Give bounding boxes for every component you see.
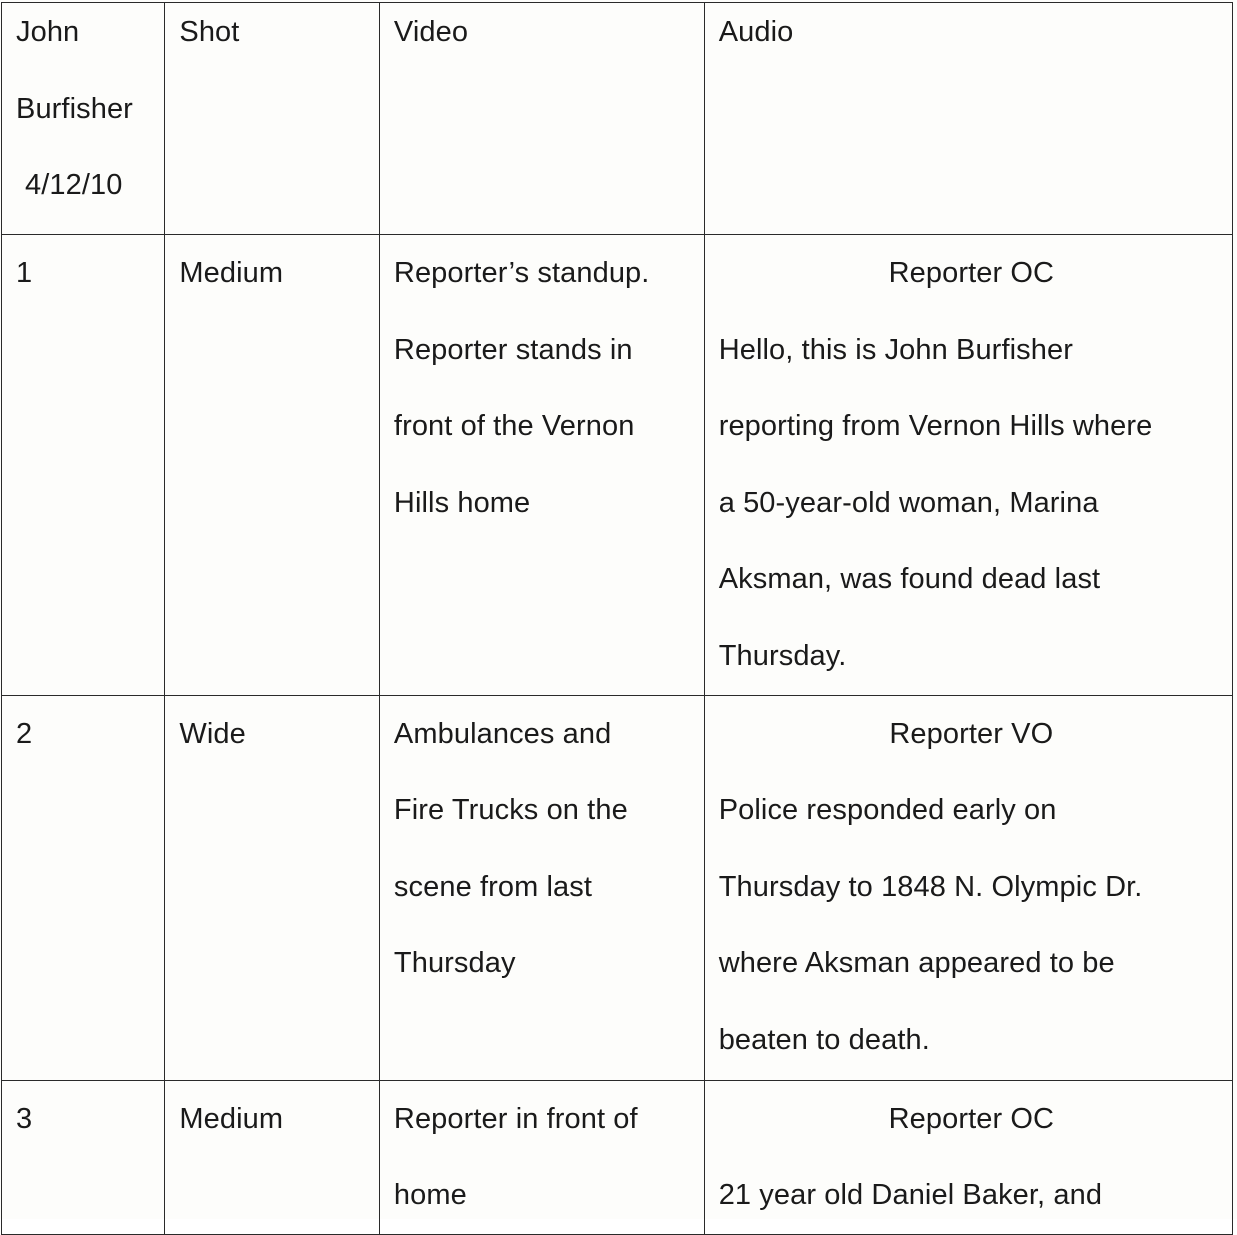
header-row bbox=[2, 3, 1233, 235]
shot-number: 1 bbox=[16, 257, 33, 289]
audio-line: a 50-year-old woman, Marina bbox=[718, 486, 1099, 519]
shot-number-cell bbox=[2, 235, 165, 696]
script-date: 4/12/10 bbox=[25, 169, 123, 202]
audio-line: Aksman, was found dead last bbox=[718, 563, 1101, 596]
audio-line: where Aksman appeared to be bbox=[718, 947, 1115, 980]
video-line: Thursday bbox=[393, 947, 516, 980]
video-line: Reporter stands in bbox=[393, 333, 633, 366]
video-line: Reporter’s standup. bbox=[393, 257, 650, 289]
table-row bbox=[2, 1080, 1233, 1234]
column-header-video: Video bbox=[393, 16, 469, 48]
shot-number: 2 bbox=[16, 717, 33, 750]
header-shot-cell bbox=[165, 3, 380, 235]
video-line: Fire Trucks on the bbox=[393, 794, 628, 827]
header-author-cell bbox=[2, 3, 165, 235]
video-line: front of the Vernon bbox=[393, 410, 635, 443]
audio-line: Thursday to 1848 N. Olympic Dr. bbox=[718, 870, 1143, 903]
shot-number-cell bbox=[2, 1080, 165, 1234]
shot-type-cell bbox=[165, 1080, 380, 1234]
audio-cell bbox=[704, 1080, 1232, 1234]
audio-cell bbox=[704, 235, 1232, 696]
audio-line: 21 year old Daniel Baker, and bbox=[718, 1179, 1103, 1212]
audio-tag: Reporter OC bbox=[888, 1102, 1055, 1135]
shot-type-cell bbox=[165, 235, 380, 696]
audio-line: Hello, this is John Burfisher bbox=[718, 333, 1073, 366]
author-last-name: Burfisher bbox=[16, 92, 133, 125]
video-line: Ambulances and bbox=[393, 717, 612, 750]
shot-number: 3 bbox=[16, 1102, 33, 1135]
shot-type-cell bbox=[165, 695, 380, 1080]
column-header-audio: Audio bbox=[718, 16, 794, 48]
table-row bbox=[2, 695, 1233, 1080]
shot-type: Wide bbox=[179, 717, 246, 750]
video-cell bbox=[379, 235, 704, 696]
column-header-shot: Shot bbox=[179, 16, 240, 48]
script-table bbox=[1, 2, 1233, 1235]
audio-tag: Reporter OC bbox=[888, 257, 1055, 289]
header-audio-cell bbox=[704, 3, 1232, 235]
video-line: Reporter in front of bbox=[393, 1102, 638, 1135]
audio-line: beaten to death. bbox=[718, 1023, 930, 1056]
audio-line: Police responded early on bbox=[718, 794, 1057, 827]
author-first-name: John bbox=[16, 16, 80, 48]
audio-line: Thursday. bbox=[718, 639, 847, 672]
video-line: home bbox=[393, 1179, 467, 1212]
audio-cell bbox=[704, 695, 1232, 1080]
header-video-cell bbox=[379, 3, 704, 235]
shot-number-cell bbox=[2, 695, 165, 1080]
audio-tag: Reporter VO bbox=[889, 717, 1054, 750]
video-cell bbox=[379, 695, 704, 1080]
audio-line: reporting from Vernon Hills where bbox=[718, 410, 1153, 443]
video-cell bbox=[379, 1080, 704, 1234]
shot-type: Medium bbox=[179, 1102, 284, 1135]
video-line: scene from last bbox=[393, 870, 593, 903]
table-row bbox=[2, 235, 1233, 696]
shot-type: Medium bbox=[179, 257, 284, 289]
video-line: Hills home bbox=[393, 486, 531, 519]
